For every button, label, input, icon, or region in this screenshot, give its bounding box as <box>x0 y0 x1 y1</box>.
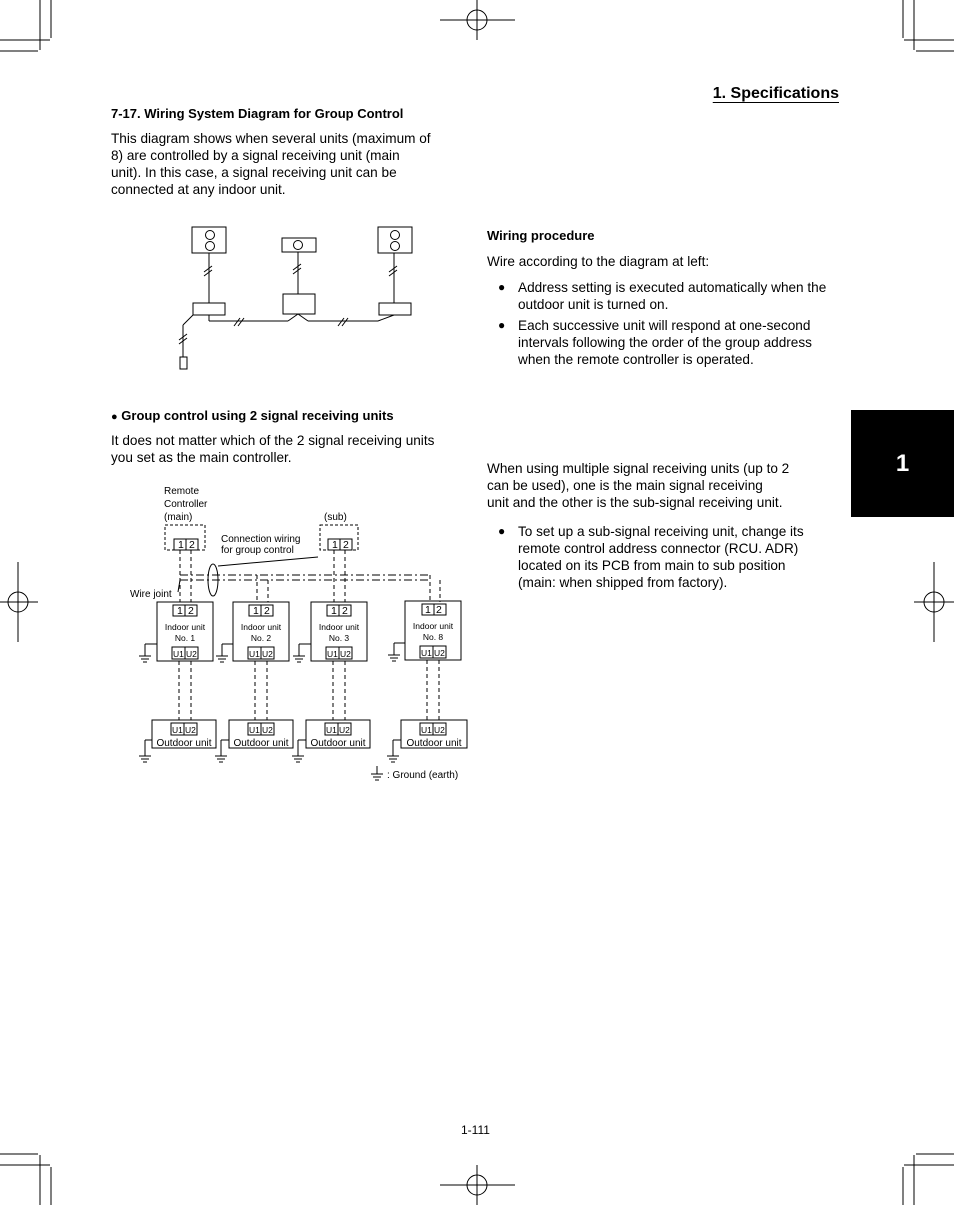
indoor-unit-label: Indoor unit <box>240 622 282 632</box>
bullet-icon: ● <box>498 524 506 538</box>
intro-line: unit). In this case, a signal receiving unit can be <box>111 165 397 180</box>
intro-line: connected at any indoor unit. <box>111 182 286 197</box>
terminal-label: U2 <box>339 725 350 735</box>
section-heading: 7-17. Wiring System Diagram for Group Control <box>111 106 404 121</box>
text-line: can be used), one is the main signal receiving <box>487 478 763 493</box>
ground-icon <box>216 644 233 662</box>
ground-icon <box>293 644 311 662</box>
indoor-unit-label: No. 2 <box>250 633 272 643</box>
terminal-label: U2 <box>262 649 273 659</box>
group-control-heading <box>111 408 394 423</box>
ground-icon <box>388 643 405 661</box>
ground-legend-icon <box>371 766 383 780</box>
connection-wiring-label: for group control <box>221 545 294 556</box>
connection-wiring-label: Connection wiring <box>221 534 301 545</box>
terminal-label: 2 <box>436 604 442 616</box>
terminal-label: U2 <box>186 649 197 659</box>
page-number: 1-111 <box>461 1123 490 1137</box>
terminal-label: 1 <box>177 605 183 617</box>
terminal-label: U2 <box>340 649 351 659</box>
text-line: you set as the main controller. <box>111 450 292 465</box>
group-control-title: Group control using 2 signal receiving units <box>121 408 394 423</box>
list-item <box>487 523 832 591</box>
text-line: unit and the other is the sub-signal receiving unit. <box>487 495 783 510</box>
bullet-icon: ● <box>111 411 118 423</box>
multi-receiving-text <box>487 460 832 511</box>
list-line: Each successive unit will respond at one-second <box>518 318 811 333</box>
group-control-diagram <box>170 220 420 380</box>
indoor-unit-label: Indoor unit <box>412 621 454 631</box>
remote-controller-icon <box>180 357 187 369</box>
intro-line: 8) are controlled by a signal receiving unit (main <box>111 148 400 163</box>
list-line: Address setting is executed automatically when the <box>518 280 827 295</box>
terminal-label: U2 <box>434 725 445 735</box>
indoor-unit-icon <box>193 303 225 315</box>
terminal-label: 2 <box>264 605 270 617</box>
wiring-procedure-lead: Wire according to the diagram at left: <box>487 254 710 269</box>
intro-line: This diagram shows when several units (maximum of <box>111 131 431 146</box>
terminal-label: U2 <box>434 648 445 658</box>
terminal-label: 1 <box>425 604 431 616</box>
indoor-unit-icon <box>379 303 411 315</box>
terminal-label: U1 <box>327 649 338 659</box>
indoor-unit-label: Indoor unit <box>318 622 360 632</box>
list-line: To set up a sub-signal receiving unit, change its <box>518 524 804 539</box>
wiring-procedure-list <box>487 279 847 368</box>
group-control-text <box>111 432 456 466</box>
terminal-label: 2 <box>189 539 195 551</box>
remote-main-box <box>165 525 205 550</box>
list-line: remote control address connector (RCU. ADR) <box>518 541 799 556</box>
text-line: When using multiple signal receiving units (up to 2 <box>487 461 790 476</box>
bullet-icon: ● <box>498 318 506 332</box>
two-receiver-wiring-diagram <box>125 480 475 785</box>
list-line: outdoor unit is turned on. <box>518 297 669 312</box>
receiver-unit-icon <box>282 238 316 252</box>
remote-main-label: Controller <box>164 499 208 510</box>
list-line: when the remote controller is operated. <box>518 352 754 367</box>
remote-main-label: (main) <box>164 512 193 523</box>
terminal-label: 1 <box>253 605 259 617</box>
terminal-label: U1 <box>421 725 432 735</box>
list-line: located on its PCB from main to sub position <box>518 558 786 573</box>
ground-icon <box>139 644 157 662</box>
indoor-unit-icon <box>283 294 315 314</box>
indoor-unit-label: No. 3 <box>328 633 350 643</box>
remote-sub-label: (sub) <box>324 512 347 523</box>
chapter-tab: 1 <box>851 410 954 517</box>
ground-icon <box>215 740 229 762</box>
wiring-procedure-heading: Wiring procedure <box>487 228 595 243</box>
terminal-label: U2 <box>185 725 196 735</box>
multi-receiving-list <box>487 523 832 591</box>
list-line: (main: when shipped from factory). <box>518 575 728 590</box>
outdoor-unit-label: Outdoor unit <box>156 738 212 749</box>
terminal-label: 2 <box>343 539 349 551</box>
terminal-label: U1 <box>249 649 260 659</box>
indoor-unit-label: No. 8 <box>422 632 444 642</box>
terminal-label: 2 <box>188 605 194 617</box>
terminal-label: U2 <box>262 725 273 735</box>
terminal-label: 1 <box>178 539 184 551</box>
ground-icon <box>139 740 152 762</box>
outdoor-unit-label: Outdoor unit <box>233 738 289 749</box>
indoor-unit-label: No. 1 <box>174 633 196 643</box>
terminal-label: U1 <box>173 649 184 659</box>
text-line: It does not matter which of the 2 signal receiving units <box>111 433 435 448</box>
ground-legend-label: : Ground (earth) <box>387 770 459 781</box>
wire-joint-label: Wire joint <box>130 589 172 600</box>
intro-paragraph <box>111 130 451 198</box>
indoor-unit-label: Indoor unit <box>164 622 206 632</box>
list-line: intervals following the order of the group address <box>518 335 812 350</box>
outdoor-unit-label: Outdoor unit <box>310 738 366 749</box>
terminal-label: 2 <box>342 605 348 617</box>
terminal-label: 1 <box>332 539 338 551</box>
terminal-label: U1 <box>326 725 337 735</box>
list-item <box>487 317 847 368</box>
terminal-label: U1 <box>172 725 183 735</box>
ground-icon <box>387 740 401 762</box>
terminal-label: 1 <box>331 605 337 617</box>
bullet-icon: ● <box>498 280 506 294</box>
ground-icon <box>292 740 306 762</box>
outdoor-unit-label: Outdoor unit <box>406 738 462 749</box>
section-title: 1. Specifications <box>712 85 839 102</box>
terminal-label: U1 <box>421 648 432 658</box>
terminal-label: U1 <box>249 725 260 735</box>
list-item <box>487 279 847 313</box>
remote-main-label: Remote <box>164 486 200 497</box>
